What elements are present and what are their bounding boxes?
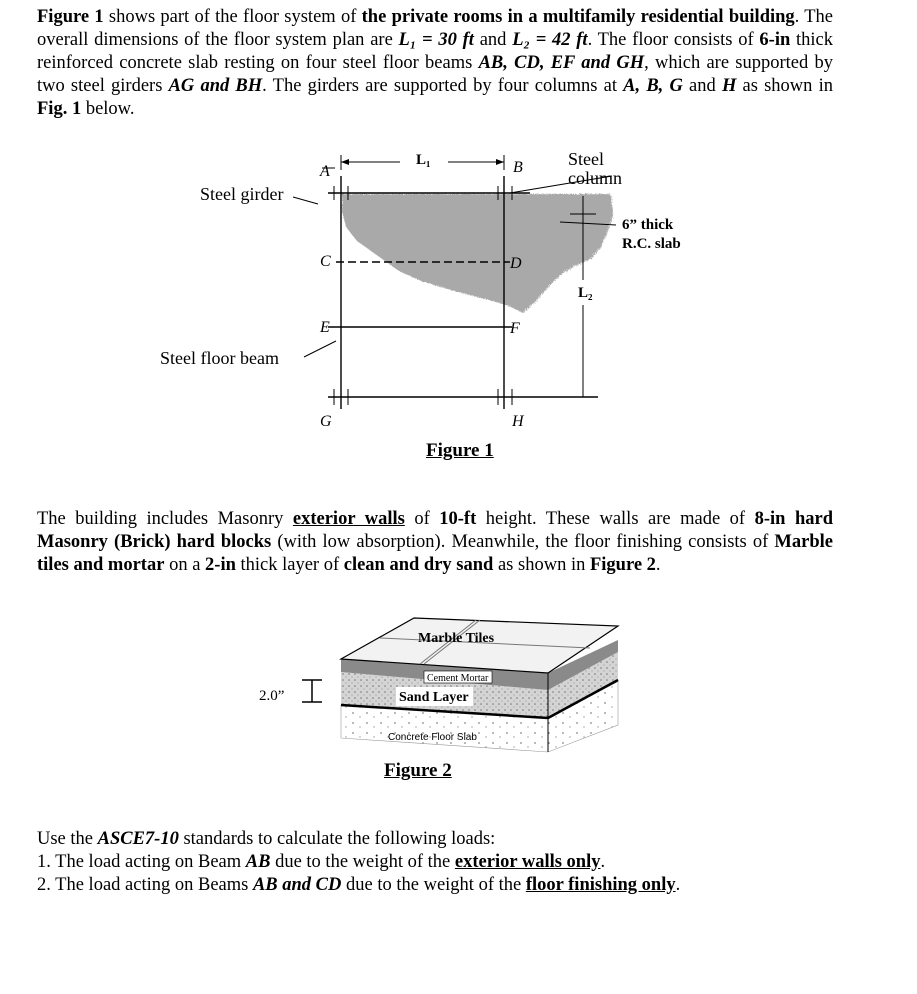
task-text: due to the weight of the — [270, 852, 455, 872]
task-paragraph — [37, 828, 833, 897]
label-mortar: Cement Mortar — [427, 673, 489, 684]
walls-text: on a — [164, 555, 206, 575]
label-marble: Marble Tiles — [418, 631, 495, 646]
label-a: A — [320, 163, 330, 180]
label-slab-2: R.C. slab — [622, 236, 681, 252]
intro-slab-thickness: 6-in — [759, 30, 791, 50]
intro-text: thick reinforced concrete slab resting on four steel floor beams — [37, 30, 834, 73]
label-l2: L₂ — [578, 285, 593, 301]
walls-text: (with low absorption). Meanwhile, the floor finishing consists of — [271, 532, 775, 552]
intro-text: , which are supported by two steel girders — [37, 53, 834, 96]
intro-figure-ref: Figure 1 — [37, 7, 104, 27]
intro-text: and — [473, 30, 513, 50]
task-standard: ASCE7-10 — [97, 829, 179, 849]
intro-girders: AG and BH — [168, 76, 263, 96]
label-d: D — [510, 255, 522, 272]
task-text: 2. The load acting on Beams — [37, 875, 253, 895]
figure-1-caption: Figure 1 — [426, 440, 494, 461]
task-text: 1. The load acting on Beam — [37, 852, 246, 872]
label-sand: Sand Layer — [399, 690, 469, 705]
intro-fig-ref: Fig. 1 — [37, 99, 82, 119]
label-h: H — [512, 413, 524, 430]
intro-text: and — [682, 76, 722, 96]
walls-sand-thickness: 2-in — [205, 555, 236, 575]
label-b: B — [513, 159, 523, 176]
walls-exterior: exterior walls — [292, 509, 405, 529]
task-text: Use the — [37, 829, 98, 849]
walls-finish: Marble tiles and mortar — [37, 532, 833, 575]
intro-l1: L₁ = 30 ft — [398, 30, 474, 50]
label-slab-1: 6” thick — [622, 217, 674, 233]
walls-text: thick layer of — [235, 555, 344, 575]
intro-text: as shown in — [736, 76, 833, 96]
label-g: G — [320, 413, 332, 430]
task-intro — [37, 828, 833, 851]
intro-beams: AB, CD, EF and GH — [478, 53, 645, 73]
label-steel-column-1: Steel — [568, 149, 604, 169]
intro-text: . The girders are supported by four columns at — [262, 76, 624, 96]
intro-l2: L₂ = 42 ft — [512, 30, 588, 50]
figure-2-caption: Figure 2 — [384, 760, 452, 781]
task-beam: AB — [245, 852, 271, 872]
walls-fig-ref: Figure 2 — [589, 555, 656, 575]
label-e: E — [320, 319, 330, 336]
task-text: . — [600, 852, 606, 872]
walls-text: . — [655, 555, 661, 575]
task-beams: AB and CD — [252, 875, 342, 895]
intro-text: . The overall dimensions of the floor system plan are — [37, 7, 834, 50]
intro-occupancy: the private rooms in a multifamily residential building — [361, 7, 795, 27]
walls-height: 10-ft — [439, 509, 477, 529]
label-steel-girder: Steel girder — [200, 184, 284, 204]
task-load: floor finishing only — [525, 875, 676, 895]
label-c: C — [320, 253, 331, 270]
walls-text: as shown in — [493, 555, 590, 575]
walls-material: 8-in hard Masonry (Brick) hard blocks — [37, 509, 833, 552]
task-item-2 — [37, 874, 833, 897]
task-text: due to the weight of the — [341, 875, 526, 895]
task-text: . — [675, 875, 681, 895]
intro-columns: A, B, G — [623, 76, 683, 96]
intro-text: shows part of the floor system of — [103, 7, 362, 27]
intro-text: . The floor consists of — [587, 30, 760, 50]
label-steel-floor-beam: Steel floor beam — [160, 348, 279, 368]
task-text: standards to calculate the following loads: — [178, 829, 496, 849]
label-thickness: 2.0” — [259, 688, 285, 704]
label-concrete-slab: Concrete Floor Slab — [388, 732, 477, 743]
intro-column-h: H — [721, 76, 737, 96]
walls-sand: clean and dry sand — [343, 555, 494, 575]
label-l1: L₁ — [416, 152, 431, 168]
intro-text: below. — [81, 99, 135, 119]
walls-text: The building includes Masonry — [37, 509, 293, 529]
walls-text: of — [404, 509, 440, 529]
task-load: exterior walls only — [454, 852, 601, 872]
walls-text: height. These walls are made of — [476, 509, 755, 529]
label-f: F — [510, 320, 520, 337]
task-item-1 — [37, 851, 833, 874]
label-steel-column-2: column — [568, 168, 622, 188]
